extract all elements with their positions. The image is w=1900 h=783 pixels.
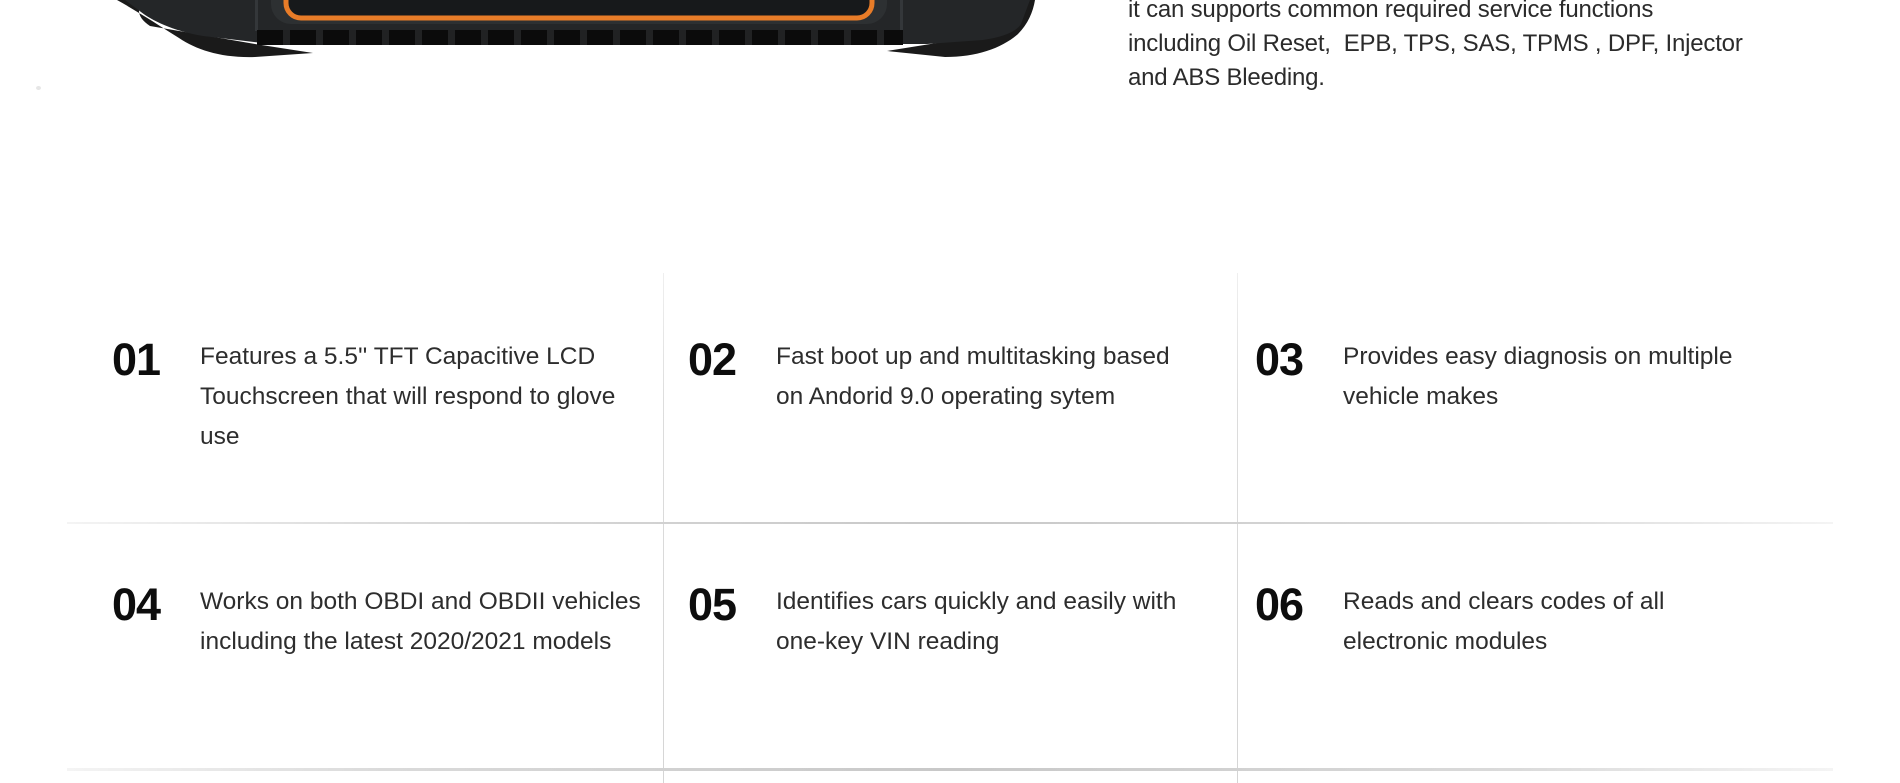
feature-item-02 <box>688 334 1170 417</box>
feature-number: 01 <box>112 334 161 385</box>
device-screen-orange-trim <box>286 0 872 18</box>
grid-horizontal-divider <box>67 522 1833 524</box>
feature-text <box>200 582 641 662</box>
feature-text-line: Works on both OBDI and OBDII vehicles <box>200 588 641 615</box>
feature-number: 06 <box>1255 579 1304 630</box>
feature-text-line: use <box>200 423 240 450</box>
feature-text <box>776 337 1170 417</box>
feature-text-line: electronic modules <box>1343 628 1548 655</box>
description-line: and ABS Bleeding. <box>1128 64 1325 91</box>
feature-text-line: including the latest 2020/2021 models <box>200 628 612 655</box>
feature-item-05 <box>688 579 1177 662</box>
feature-text-line: vehicle makes <box>1343 383 1499 410</box>
feature-item-01 <box>112 334 616 457</box>
feature-text-line: Fast boot up and multitasking based <box>776 343 1170 370</box>
feature-text <box>1343 582 1664 662</box>
feature-text-line: Features a 5.5'' TFT Capacitive LCD <box>200 343 596 370</box>
feature-number: 04 <box>112 579 161 630</box>
product-description <box>1128 0 1743 95</box>
scanner-device-graphic <box>105 0 1045 62</box>
device-seam-left <box>255 0 258 31</box>
feature-item-03 <box>1255 334 1733 417</box>
grid-vertical-divider <box>1237 273 1238 783</box>
description-line: it can supports common required service functions <box>1128 0 1654 23</box>
feature-text-line: one-key VIN reading <box>776 628 1000 655</box>
feature-text-line: Reads and clears codes of all <box>1343 588 1665 615</box>
page-artifact-dot <box>36 86 41 90</box>
feature-number: 03 <box>1255 334 1304 385</box>
feature-text <box>776 582 1176 662</box>
feature-text-line: Identifies cars quickly and easily with <box>776 588 1177 615</box>
scanner-device-image <box>105 0 1045 62</box>
feature-item-04 <box>112 579 641 662</box>
feature-text <box>200 337 615 457</box>
device-seam-right <box>900 0 903 31</box>
feature-text-line: Provides easy diagnosis on multiple <box>1343 343 1733 370</box>
grid-horizontal-divider <box>67 768 1833 771</box>
feature-text-line: Touchscreen that will respond to glove <box>200 383 616 410</box>
feature-text <box>1343 337 1733 417</box>
feature-text-line: on Andorid 9.0 operating sytem <box>776 383 1116 410</box>
description-line: including Oil Reset, EPB, TPS, SAS, TPMS , DPF, Injector <box>1128 30 1743 57</box>
feature-number: 05 <box>688 579 737 630</box>
grid-vertical-divider <box>663 273 664 783</box>
feature-item-06 <box>1255 579 1665 662</box>
feature-number: 02 <box>688 334 737 385</box>
